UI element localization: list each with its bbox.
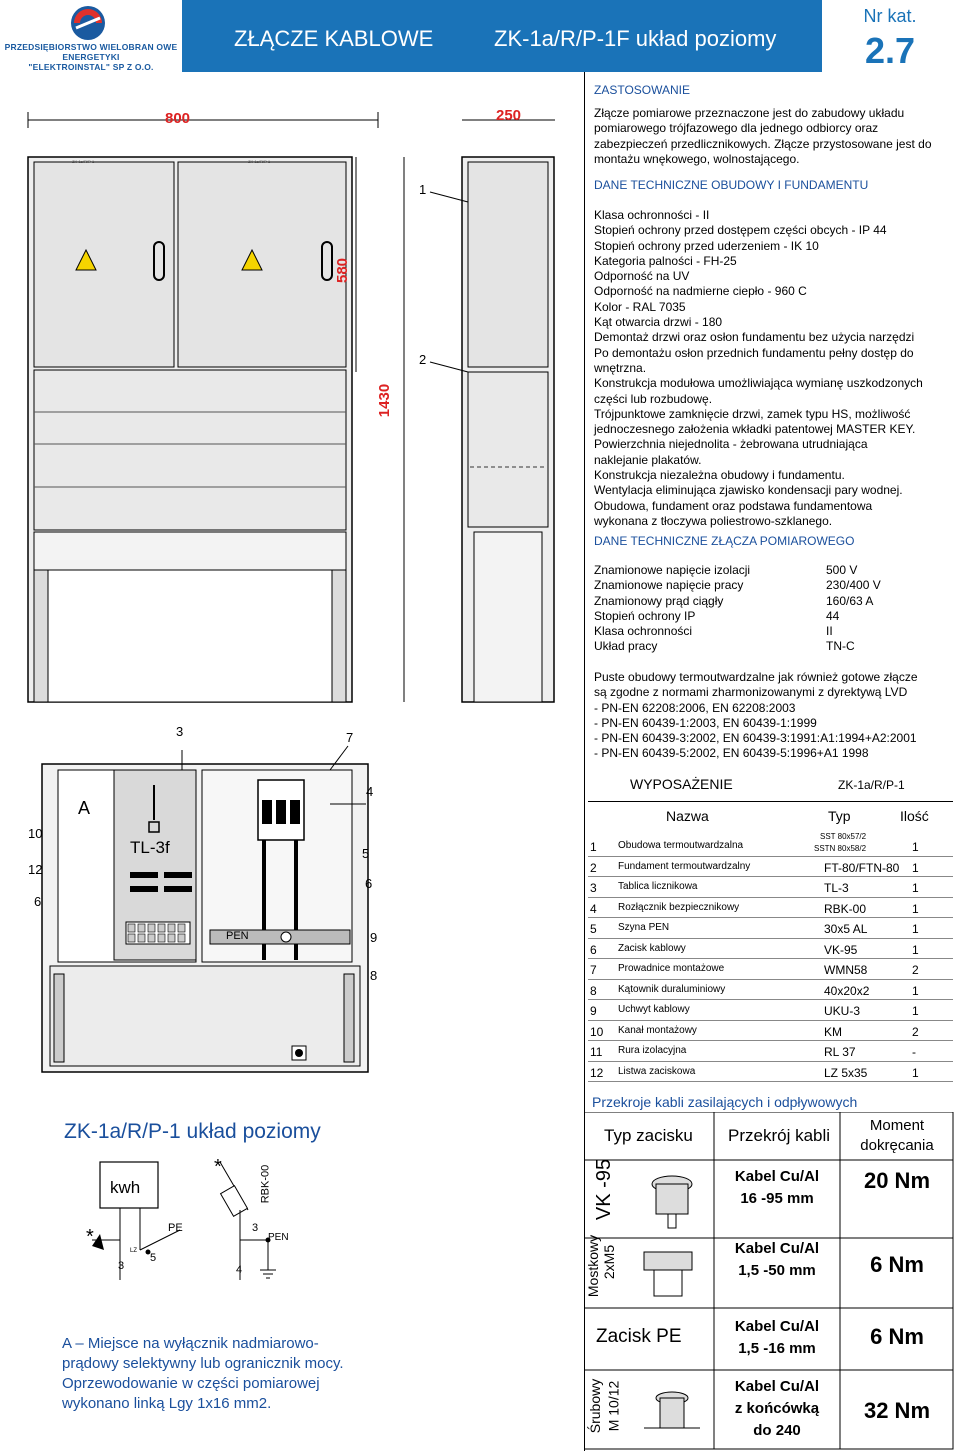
page-title: ZŁĄCZE KABLOWE [234, 26, 434, 51]
cable-clamp-icon [652, 1176, 692, 1228]
row-qty: 1 [912, 860, 919, 875]
interior-callout-12: 12 [28, 862, 43, 877]
housing-heading: DANE TECHNICZNE OBUDOWY I FUNDAMENTU [594, 178, 869, 192]
table-row [588, 832, 953, 856]
schematic-n4: 4 [236, 1264, 243, 1276]
row-type: LZ 5x35 [824, 1065, 868, 1080]
dimension-1430: 1430 [376, 383, 394, 418]
cabinet-label-right: ZK-1a/R/P-1 [248, 159, 271, 164]
equipment-model: ZK-1a/R/P-1 [838, 778, 905, 792]
cable-row3-type: Zacisk PE [596, 1326, 682, 1347]
row-type: RL 37 [824, 1045, 856, 1059]
cables-col1: Typ zacisku [604, 1126, 693, 1145]
row-name: Rura izolacyjna [618, 1045, 687, 1056]
col-qty: Ilość [900, 808, 929, 824]
cable-row2-type2: 2xM5 [601, 1244, 618, 1280]
row-number: 7 [590, 963, 597, 977]
callout-2: 2 [419, 352, 427, 367]
row-type: 30x5 AL [824, 922, 868, 936]
row-name: Prowadnice montażowe [618, 963, 725, 974]
cable-row3-torque: 6 Nm [870, 1324, 924, 1349]
row-number: 6 [590, 942, 597, 957]
company-logo-icon [66, 4, 110, 42]
row-number: 12 [590, 1065, 604, 1080]
row-number: 11 [590, 1045, 603, 1059]
interior-label-tl: TL-3f [130, 838, 170, 857]
table-row [588, 877, 953, 897]
equipment-heading: WYPOSAŻENIE [630, 776, 733, 792]
cable-row1-torque: 20 Nm [863, 1168, 931, 1193]
row-number: 9 [590, 1004, 597, 1018]
interior-callout-4: 4 [366, 784, 374, 799]
logo-area [0, 0, 182, 72]
cabinet-label-left: ZK-1a/R/P-1 [72, 159, 95, 164]
schematic-n3a: 3 [118, 1260, 125, 1272]
schematic-kwh: kwh [110, 1178, 141, 1197]
row-qty: 1 [912, 1004, 919, 1018]
row-qty: 1 [912, 942, 919, 957]
col-name: Nazwa [666, 808, 709, 824]
norms-text: Puste obudowy termoutwardzalne jak również gotowe złącze są zgodne z normami zharmonizowanymi z dyrektywą LVD - PN-EN 62208:2006, EN 62208:2003 - PN-EN 60439-1:2003, EN 60439-1:1999 - PN-EN 60439-3:2002, EN 60439-3:1991:A1:1994+A2:2001 - PN-EN 60439-5:2002, EN 60439-5:1996+A1 1998 [594, 670, 918, 761]
cable-row2-type1: Mostkowy [585, 1234, 602, 1298]
connector-spec: Znamionowe napięcie izolacji 500 V Znamionowe napięcie pracy 230/400 V Znamionowy prąd ciągły 160/63 A Stopień ochrony IP 44 Klasa ochronności II Układ pracy TN-C [594, 563, 881, 654]
row-name: Szyna PEN [618, 922, 670, 933]
company-name: PRZEDSIĘBIORSTWO WIELOBRAN OWE ENERGETYKI "ELEKTROINSTAL" SP Z O.O. [4, 42, 178, 72]
catalog-number: 2.7 [864, 30, 916, 71]
row-name: Listwa zaciskowa [618, 1065, 696, 1077]
cable-row4-section: Kabel Cu/Al z końcówką do 240 [734, 1378, 820, 1439]
usage-heading: ZASTOSOWANIE [594, 83, 691, 97]
row-type-2: SSTN 80x58/2 [814, 844, 867, 853]
cable-row4-type1: Śrubowy [587, 1378, 604, 1434]
interior-label-a: A [78, 798, 91, 818]
cable-row1-type: VK -95 [593, 1158, 616, 1221]
row-type: 40x20x2 [824, 983, 870, 998]
row-name: Tablica licznikowa [618, 881, 698, 892]
schematic-n5: 5 [150, 1252, 157, 1264]
cabinet-drawing [0, 72, 584, 712]
cables-col2: Przekrój kabli [728, 1126, 831, 1145]
table-row [588, 1021, 953, 1041]
dimension-800: 800 [165, 110, 191, 127]
table-row [588, 857, 953, 877]
interior-callout-3: 3 [176, 724, 184, 739]
row-qty: 1 [912, 922, 919, 936]
table-row [588, 959, 953, 979]
schematic-star-2: * [214, 1156, 222, 1178]
usage-text: Złącze pomiarowe przeznaczone jest do zabudowy układu pomiarowego trójfazowego dla jednego odbiorcy oraz zabezpieczeń przedlicznikowych. Złącze przystosowane jest do montażu wnękowego, wolnostającego. [594, 106, 932, 166]
row-type: RBK-00 [824, 901, 867, 916]
cable-row2-torque: 6 Nm [870, 1252, 924, 1277]
row-name: Fundament termoutwardzalny [618, 860, 751, 872]
row-number: 10 [590, 1024, 604, 1039]
table-row [588, 1041, 953, 1061]
table-row [588, 939, 953, 959]
interior-callout-8: 8 [370, 968, 378, 983]
row-type: TL-3 [824, 881, 849, 895]
row-type: WMN58 [824, 963, 868, 977]
interior-callout-10: 10 [28, 826, 43, 841]
page-subtitle: ZK-1a/R/P-1F układ poziomy [494, 26, 777, 51]
table-row [588, 1000, 953, 1020]
housing-text: Klasa ochronności - II Stopień ochrony przed dostępem części obcych - IP 44 Stopień ochrony przed uderzeniem - IK 10 Kategoria palności - FH-25 Odporność na UV Odporność na nadmierne ciepło - 960 C Kolor - RAL 7035 Kąt otwarcia drzwi - 180 Demontaż drzwi oraz osłon fundamentu bez użycia narzędzi Po demontażu osłon przednich fundamentu pełny dostęp do wnętrzna. Konstrukcja modułowa umożliwiająca wymianę uszkodzonych części lub rozbudowę. Trójpunktowe zamknięcie drzwi, zamek typu HS, możliwość jednoczesnego założenia wkładki patentowej MASTER KEY. Powierzchnia niejednolita - żebrowana utrudniająca naklejanie plakatów. Konstrukcja niezależna obudowy i fundamentu. Wentylacja eliminująca zjawisko kondensacji pary wodnej. Obudowa, fundament oraz podstawa fundamentowa wykonana z tłoczywa poliestrowo-szklanego. [594, 208, 923, 528]
schematic-pen: PEN [268, 1232, 289, 1243]
interior-callout-7: 7 [346, 730, 354, 745]
dimension-250: 250 [496, 107, 522, 124]
row-number: 3 [590, 881, 597, 895]
table-row [588, 918, 953, 938]
interior-callout-5: 5 [362, 846, 370, 861]
table-row [588, 980, 953, 1000]
row-name: Obudowa termoutwardzalna [618, 840, 744, 851]
schematic-pe: PE [168, 1222, 183, 1234]
schematic-lz: LZ [130, 1248, 138, 1254]
row-number: 5 [590, 922, 597, 936]
row-qty: 1 [912, 881, 919, 895]
table-row [588, 1062, 953, 1082]
row-qty: 2 [912, 963, 919, 977]
row-name: Rozłącznik bezpiecznikowy [618, 901, 740, 913]
cables-heading: Przekroje kabli zasilających i odpływowych [592, 1094, 858, 1110]
row-number: 2 [590, 860, 597, 875]
interior-drawing [30, 740, 380, 1080]
row-qty: 1 [912, 1065, 919, 1080]
note: A – Miejsce na wyłącznik nadmiarowo- prądowy selektywny lub ogranicznik mocy. Oprzewodowanie w części pomiarowej wykonano linką Lgy 1x16 mm2. [62, 1335, 344, 1412]
cable-row3-section: Kabel Cu/Al 1,5 -16 mm [734, 1318, 820, 1357]
row-type: UKU-3 [824, 1004, 861, 1018]
row-type: VK-95 [824, 942, 858, 957]
row-type: SST 80x57/2 [820, 832, 867, 841]
row-qty: 1 [912, 983, 919, 998]
row-type: KM [824, 1024, 842, 1039]
row-number: 8 [590, 983, 597, 998]
row-name: Uchwyt kablowy [618, 1004, 690, 1015]
catalog-label: Nr kat. [863, 6, 917, 26]
table-row [588, 898, 953, 918]
connector-heading: DANE TECHNICZNE ZŁĄCZA POMIAROWEGO [594, 534, 855, 548]
dimension-580: 580 [334, 257, 352, 284]
cables-col3: Moment dokręcania [860, 1117, 934, 1154]
row-type: FT-80/FTN-80 [824, 860, 900, 875]
col-type: Typ [828, 808, 851, 824]
interior-callout-6: 6 [365, 876, 373, 891]
cable-row4-type2: M 10/12 [605, 1380, 622, 1432]
schematic-star-1: * [86, 1226, 94, 1248]
callout-1: 1 [419, 182, 427, 197]
row-name: Kątownik duraluminiowy [618, 983, 726, 995]
row-qty: 1 [912, 840, 919, 854]
interior-callout-9: 9 [370, 930, 378, 945]
cable-row1-section: Kabel Cu/Al 16 -95 mm [734, 1168, 820, 1207]
row-name: Kanał montażowy [618, 1024, 697, 1036]
row-number: 1 [590, 840, 597, 854]
schematic-n3b: 3 [252, 1222, 259, 1234]
row-qty: 2 [912, 1024, 919, 1039]
cable-row4-torque: 32 Nm [863, 1398, 931, 1423]
interior-callout-6b: 6 [34, 894, 42, 909]
row-qty: 1 [912, 901, 919, 916]
cable-row2-section: Kabel Cu/Al 1,5 -50 mm [734, 1240, 820, 1279]
schematic-rbk: RBK-00 [259, 1164, 272, 1204]
row-qty: - [912, 1045, 916, 1059]
row-number: 4 [590, 901, 597, 916]
row-name: Zacisk kablowy [618, 942, 686, 954]
schematic-title: ZK-1a/R/P-1 układ poziomy [64, 1120, 321, 1143]
interior-label-pen: PEN [226, 930, 249, 942]
